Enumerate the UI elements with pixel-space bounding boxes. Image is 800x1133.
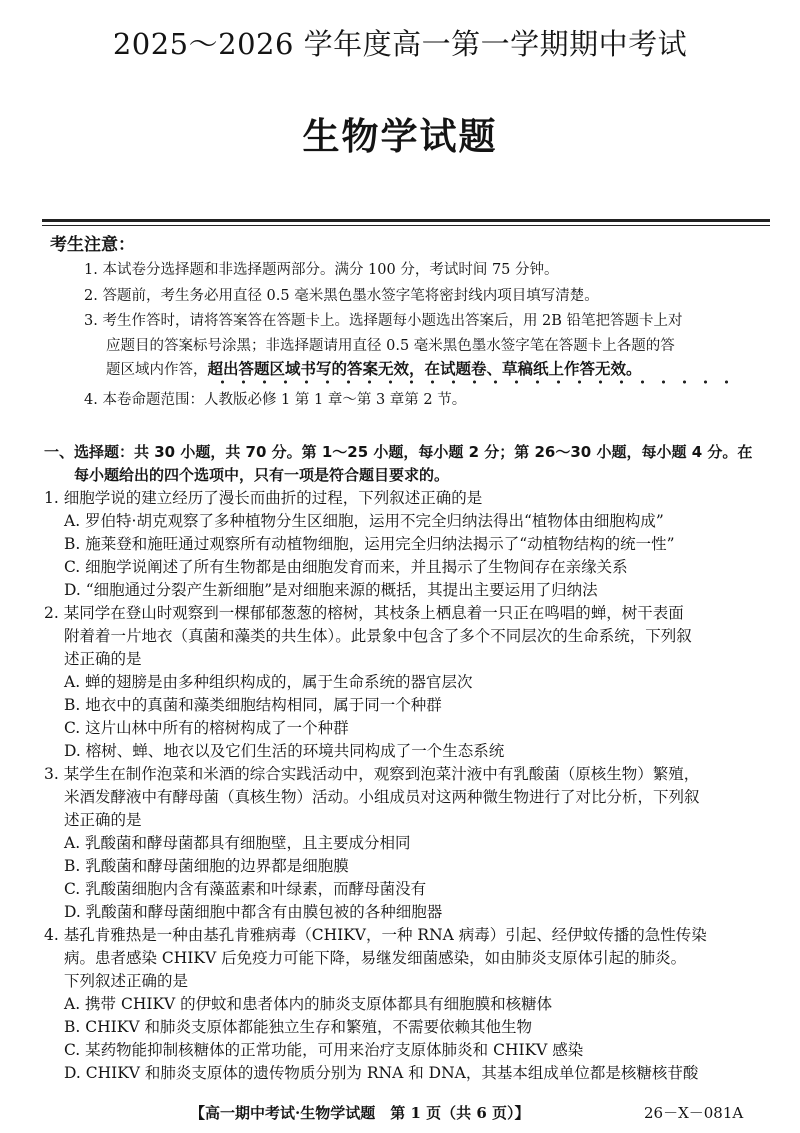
q1-option-d: D. “细胞通过分裂产生新细胞”是对细胞来源的概括，其提出主要运用了归纳法: [64, 581, 598, 599]
notice-heading: 考生注意：: [50, 235, 135, 255]
q4-stem-line-3: 下列叙述正确的是: [64, 972, 189, 990]
q2-option-a: A. 蝉的翅膀是由多种组织构成的，属于生命系统的器官层次: [64, 673, 473, 691]
notice-item-3-line-3: [106, 357, 642, 379]
notice-item-2: 2. 答题前，考生务必用直径 0.5 毫米黑色墨水签字笔将密封线内项目填写清楚。: [84, 288, 599, 304]
section-instruction-line-1: 一、选择题：共 30 小题，共 70 分。第 1～25 小题，每小题 2 分；第 26～30 小题，每小题 4 分。在: [44, 443, 753, 461]
q4-option-c: C. 某药物能抑制核糖体的正常功能，可用来治疗支原体肺炎和 CHIKV 感染: [64, 1041, 584, 1059]
q3-option-c: C. 乳酸菌细胞内含有藻蓝素和叶绿素，而酵母菌没有: [64, 880, 427, 898]
subject-title: 生物学试题: [302, 115, 498, 158]
q4-stem-line-1: 4. 基孔肯雅热是一种由基孔肯雅病毒（CHIKV，一种 RNA 病毒）引起、经伊蚊传播的急性传染: [44, 926, 707, 944]
q4-option-b: B. CHIKV 和肺炎支原体都能独立生存和繁殖，不需要依赖其他生物: [64, 1018, 532, 1036]
q4-stem-line-2: 病。患者感染 CHIKV 后免疫力可能下降，易继发细菌感染，如由肺炎支原体引起的肺炎。: [64, 949, 687, 967]
section-instruction-line-2: 每小题给出的四个选项中，只有一项是符合题目要求的。: [74, 466, 450, 484]
q3-option-a: A. 乳酸菌和酵母菌都具有细胞壁，且主要成分相同: [64, 834, 411, 852]
q1-option-c: C. 细胞学说阐述了所有生物都是由细胞发育而来，并且揭示了生物间存在亲缘关系: [64, 558, 628, 576]
q2-option-d: D. 榕树、蝉、地衣以及它们生活的环境共同构成了一个生态系统: [64, 742, 505, 760]
q2-option-b: B. 地衣中的真菌和藻类细胞结构相同，属于同一个种群: [64, 696, 442, 714]
q3-stem-line-1: 3. 某学生在制作泡菜和米酒的综合实践活动中，观察到泡菜汁液中有乳酸菌（原核生物）繁殖，: [44, 765, 700, 783]
q2-option-c: C. 这片山林中所有的榕树构成了一个种群: [64, 719, 349, 737]
q3-option-b: B. 乳酸菌和酵母菌细胞的边界都是细胞膜: [64, 857, 349, 875]
q1-option-a: A. 罗伯特·胡克观察了多种植物分生区细胞，运用不完全归纳法得出“植物体由细胞构成”: [64, 512, 664, 530]
notice-item-3-line-1: 3. 考生作答时，请将答案答在答题卡上。选择题每小题选出答案后，用 2B 铅笔把答题卡上对: [84, 313, 683, 329]
q2-stem-line-3: 述正确的是: [64, 650, 142, 668]
q4-option-d: D. CHIKV 和肺炎支原体的遗传物质分别为 RNA 和 DNA，其基本组成单位都是核糖核苷酸: [64, 1064, 699, 1082]
exam-title: 2025～2026 学年度高一第一学期期中考试: [112, 27, 688, 61]
q3-stem-line-2: 米酒发酵液中有酵母菌（真核生物）活动。小组成员对这两种微生物进行了对比分析，下列叙: [64, 788, 700, 806]
notice-item-4: 4. 本卷命题范围：人教版必修 1 第 1 章～第 3 章第 2 节。: [84, 392, 467, 408]
paper-code: 26－X－081A: [644, 1104, 744, 1122]
q4-option-a: A. 携带 CHIKV 的伊蚊和患者体内的肺炎支原体都具有细胞膜和核糖体: [64, 995, 553, 1013]
q1-option-b: B. 施莱登和施旺通过观察所有动植物细胞，运用完全归纳法揭示了“动植物结构的统一性”: [64, 535, 675, 553]
q3-stem-line-3: 述正确的是: [64, 811, 142, 829]
q2-stem-line-2: 附着着一片地衣（真菌和藻类的共生体）。此景象中包含了多个不同层次的生命系统，下列叙: [64, 627, 692, 645]
q1-stem: 1. 细胞学说的建立经历了漫长而曲折的过程，下列叙述正确的是: [44, 489, 483, 507]
notice-item-3-emphasis: 超出答题区域书写的答案无效，在试题卷、草稿纸上作答无效。: [207, 360, 642, 378]
emphasis-dots: [212, 380, 734, 384]
notice-item-1: 1. 本试卷分选择题和非选择题两部分。满分 100 分，考试时间 75 分钟。: [84, 262, 559, 278]
page-footer: 【高一期中考试·生物学试题 第 1 页（共 6 页）】: [190, 1104, 530, 1122]
notice-item-3-plain: 题区域内作答，: [106, 362, 208, 378]
notice-item-3-line-2: 应题目的答案标号涂黑；非选择题请用直径 0.5 毫米黑色墨水签字笔在答题卡上各题的答: [106, 338, 675, 354]
q3-option-d: D. 乳酸菌和酵母菌细胞中都含有由膜包被的各种细胞器: [64, 903, 443, 921]
header-rule-thick: [42, 219, 770, 222]
header-rule-thin: [42, 225, 770, 226]
q2-stem-line-1: 2. 某同学在登山时观察到一棵郁郁葱葱的榕树，其枝条上栖息着一只正在鸣唱的蝉，树干表面: [44, 604, 684, 622]
